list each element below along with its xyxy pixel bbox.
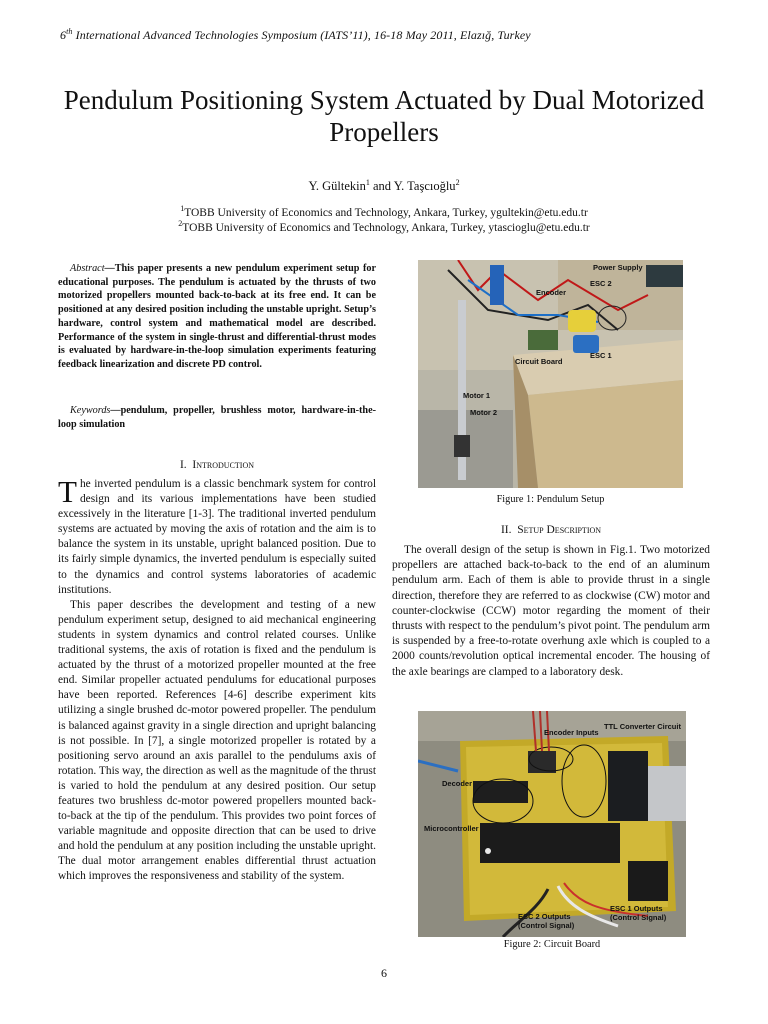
abstract-text: —This paper presents a new pendulum experiment setup for educational purposes. The pendulum is actuated by the thrusts of two motorized propellers mounted back-to-back at its free end. It can be positioned at any desired position including the unstable upright. Setup’s hardware, control system and mathematical model are described. Performance of the system in single-thrust and differential-thrust modes is evaluated by hardware-in-the-loop simulation experiments featuring feedback linearization and discrete PD control. — [58, 263, 376, 370]
fig2-label-decoder: Decoder — [442, 779, 473, 788]
keywords — [58, 404, 376, 431]
author-1: Y. Gültekin — [308, 179, 366, 194]
conference-header: 6th International Advanced Technologies Symposium (IATS’11), 16-18 May 2011, Elazığ, Turkey — [60, 27, 531, 42]
keywords-label: Keywords — [70, 405, 111, 416]
figure-1-photo — [418, 260, 683, 488]
fig2-label-esc1-outputs: ESC 1 Outputs — [610, 904, 663, 913]
intro-paragraph-2: This paper describes the development and testing of a new pendulum experiment setup, designed to aid mechanical engineering students in system dynamics and control related courses. Unlike traditional systems, the axis of rotation is fixed and the pendulum is actuated by the thrust of a motorized propeller mounted at the free end. Similar propeller actuated pendulums for educational purposes have been reported. References [4-6] describe experiment kits utilizing a single brushed dc-motor powered propeller. The pendulum is balanced against gravity in a single direction and upright balancing is not possible. In [7], a single motorized propeller is rotated by a positioning servo around an axis parallel to the pendulums axis of rotation. This way, the direction as well as the magnitude of the thrust is varied to hold the pendulum at any desired position. Our setup features two brushless dc-motor powered propellers mounted back-to-back at the tip of the pendulum. This provides two point forces of variable magnitude and opposite direction that can be used to drive and hold the pendulum at any position including the unstable upright. The dual motor arrangement enables differential thrust actuation which improves the responsiveness and stability of the system. — [58, 598, 376, 883]
figure-1-caption: Figure 1: Pendulum Setup — [496, 494, 605, 505]
fig1-label-motor2: Motor 2 — [470, 408, 498, 417]
paper-title: Pendulum Positioning System Actuated by Dual Motorized Propellers — [63, 85, 705, 147]
keywords-text: —pendulum, propeller, brushless motor, hardware-in-the-loop simulation — [58, 405, 376, 430]
author-2: Y. Taşcıoğlu — [393, 179, 456, 194]
page-number: 6 — [381, 966, 387, 980]
setup-paragraph-1: The overall design of the setup is shown in Fig.1. Two motorized propellers are attached back-to-back to the end of an aluminum pendulum arm. Each of them is able to provide thrust in a single direction, therefore they are referred to as clockwise (CW) motor and counter-clockwise (CCW) motor regarding the moment of their thrusts with respect to the pendulum’s pivot point. The pendulum arm is suspended by a free-to-rotate overhung axle which is coupled to a 2000 counts/revolution optical incremental encoder. The housing of the axle bearings are clamped to a laboratory desk. — [392, 544, 710, 678]
intro-paragraph-1: The inverted pendulum is a classic benchmark system for control design and its various implementations have been studied excessively in the literature [1-3]. The traditional inverted pendulum systems are actuated by moving the axis of rotation and the aim is to balance the system in its unstable, upright balanced position. Due to its fairly simple dynamics, the inverted pendulum is especially suited to the dynamics and control systems laboratories of academic institutions. — [58, 474, 376, 596]
affiliation-1: $^1$TOBB University of Economics and Technology, Ankara, Turkey, ygultekin@etu.edu.tr — [180, 204, 588, 219]
fig1-label-encoder: Encoder — [536, 288, 567, 297]
affiliation-2: $^2$TOBB University of Economics and Technology, Ankara, Turkey, ytascioglu@etu.edu.tr — [178, 219, 590, 234]
fig1-label-circuit-board: Circuit Board — [515, 357, 563, 366]
section-1-body — [58, 474, 376, 885]
fig2-label-esc2-control: (Control Signal) — [518, 921, 575, 930]
fig2-label-ttl-converter: TTL Converter Circuit — [604, 722, 681, 731]
fig2-label-microcontroller: Microcontroller — [424, 824, 479, 833]
fig1-label-esc2: ESC 2 — [590, 279, 612, 288]
abstract — [58, 262, 376, 372]
section-2-body — [392, 543, 710, 680]
fig1-label-motor1: Motor 1 — [463, 391, 491, 400]
fig2-label-encoder-inputs: Encoder Inputs — [544, 728, 599, 737]
abstract-label: Abstract — [70, 263, 105, 274]
section-1-heading: I. Introduction — [179, 459, 255, 471]
figure-2-caption: Figure 2: Circuit Board — [503, 939, 601, 950]
drop-cap: T — [58, 474, 77, 509]
figure-2-photo — [418, 711, 686, 937]
section-2-heading: II. Setup Description — [500, 524, 602, 536]
authors: Y. Gültekin$^1$ and Y. Taşcıoğlu$^2$ — [308, 178, 460, 194]
fig2-label-esc1-control: (Control Signal) — [610, 913, 667, 922]
fig1-label-esc1: ESC 1 — [590, 351, 612, 360]
fig1-label-power-supply: Power Supply — [593, 263, 643, 272]
fig2-label-esc2-outputs: ESC 2 Outputs — [518, 912, 571, 921]
